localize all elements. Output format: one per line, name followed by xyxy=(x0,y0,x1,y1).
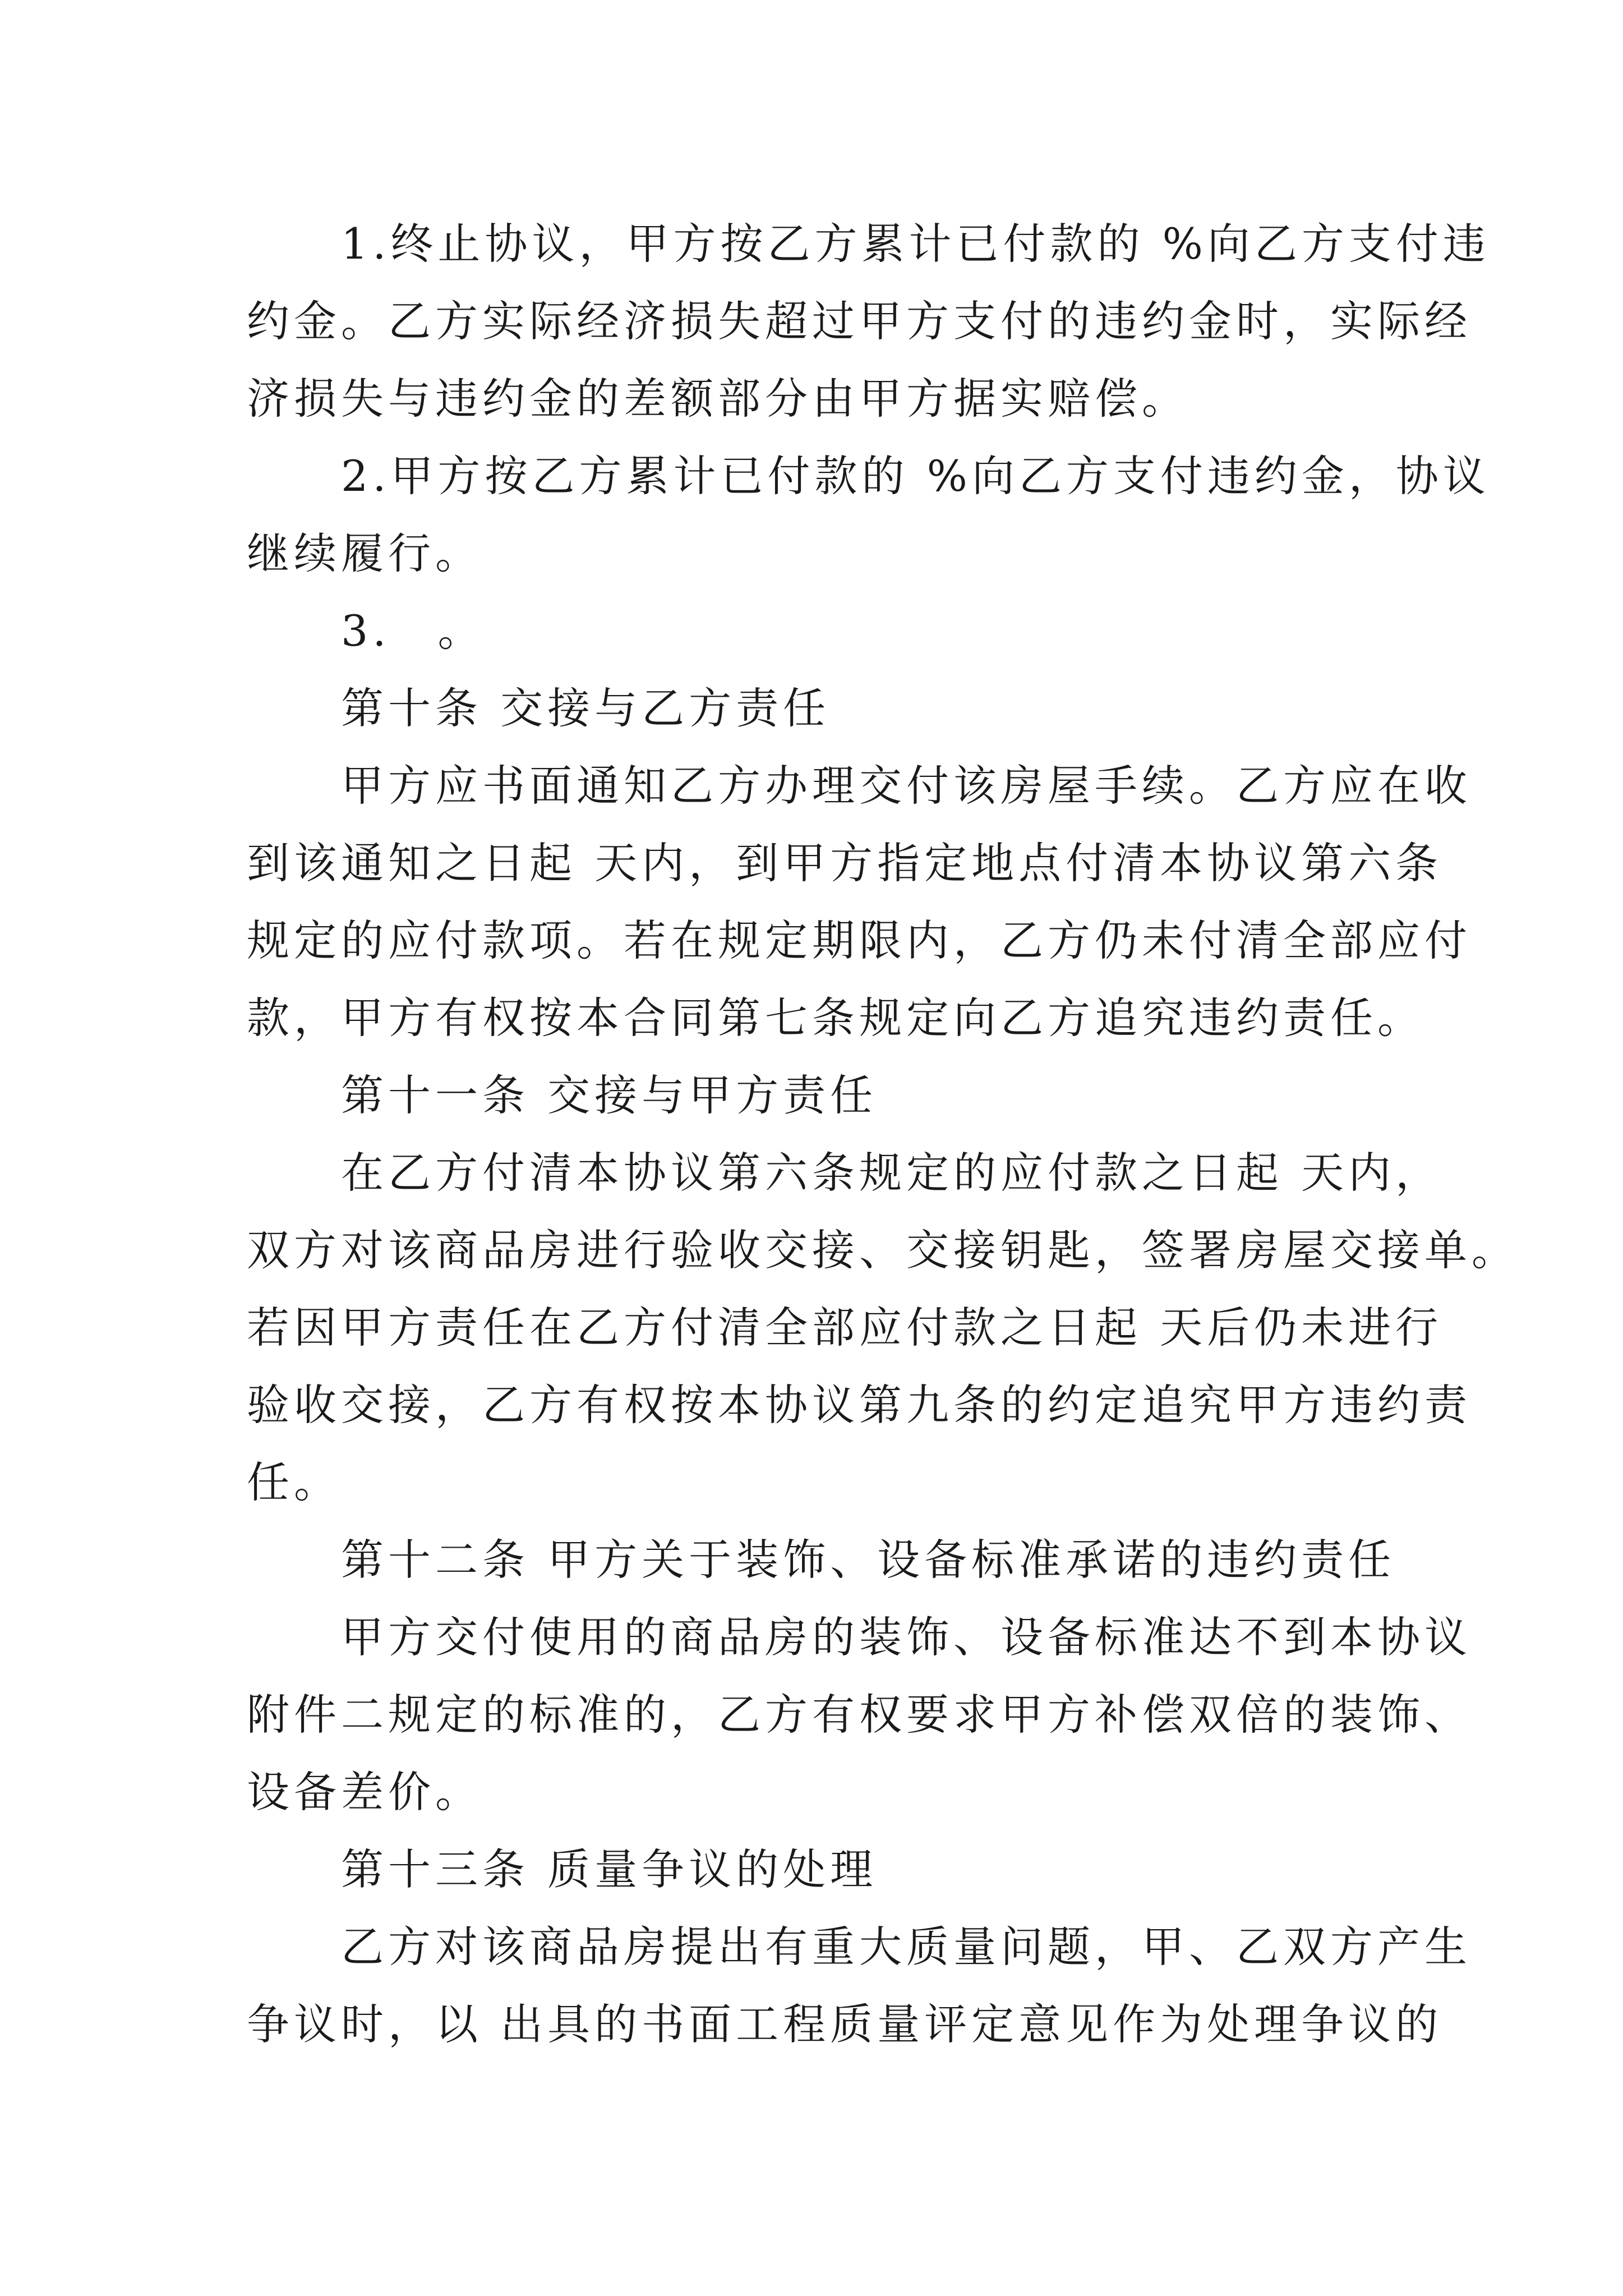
text-line: 验收交接，乙方有权按本协议第九条的约定追究甲方违约责 xyxy=(247,1380,1472,1430)
section-heading: 第十二条 甲方关于装饰、设备标准承诺的违约责任 xyxy=(247,1535,1396,1585)
text-line: 1.终止协议，甲方按乙方累计已付款的 %向乙方支付违 xyxy=(247,219,1490,269)
section-heading: 第十条 交接与乙方责任 xyxy=(247,683,831,733)
text-line: 甲方应书面通知乙方办理交付该房屋手续。乙方应在收 xyxy=(247,761,1472,811)
text-line: 甲方交付使用的商品房的装饰、设备标准达不到本协议 xyxy=(247,1612,1472,1662)
section-heading: 第十三条 质量争议的处理 xyxy=(247,1844,878,1894)
text-line: 附件二规定的标准的，乙方有权要求甲方补偿双倍的装饰、 xyxy=(247,1690,1472,1740)
section-heading: 第十一条 交接与甲方责任 xyxy=(247,1070,878,1120)
text-line: 若因甲方责任在乙方付清全部应付款之日起 天后仍未进行 xyxy=(247,1303,1443,1352)
text-line: 双方对该商品房进行验收交接、交接钥匙，签署房屋交接单。 xyxy=(247,1225,1519,1275)
text-line: 3. 。 xyxy=(247,606,485,656)
text-line: 济损失与违约金的差额部分由甲方据实赔偿。 xyxy=(247,374,1189,424)
text-line: 到该通知之日起 天内，到甲方指定地点付清本协议第六条 xyxy=(247,838,1443,888)
text-line: 继续履行。 xyxy=(247,528,482,578)
text-line: 任。 xyxy=(247,1457,341,1507)
text-line: 乙方对该商品房提出有重大质量问题，甲、乙双方产生 xyxy=(247,1922,1472,1972)
text-line: 款，甲方有权按本合同第七条规定向乙方追究违约责任。 xyxy=(247,993,1424,1043)
text-line: 在乙方付清本协议第六条规定的应付款之日起 天内， xyxy=(247,1148,1443,1198)
text-line: 设备差价。 xyxy=(247,1767,482,1817)
text-line: 约金。乙方实际经济损失超过甲方支付的违约金时，实际经 xyxy=(247,296,1472,346)
text-line: 2.甲方按乙方累计已付款的 %向乙方支付违约金，协议 xyxy=(247,451,1490,501)
text-line: 争议时，以 出具的书面工程质量评定意见作为处理争议的 xyxy=(247,1999,1443,2049)
text-line: 规定的应付款项。若在规定期限内，乙方仍未付清全部应付 xyxy=(247,915,1472,965)
